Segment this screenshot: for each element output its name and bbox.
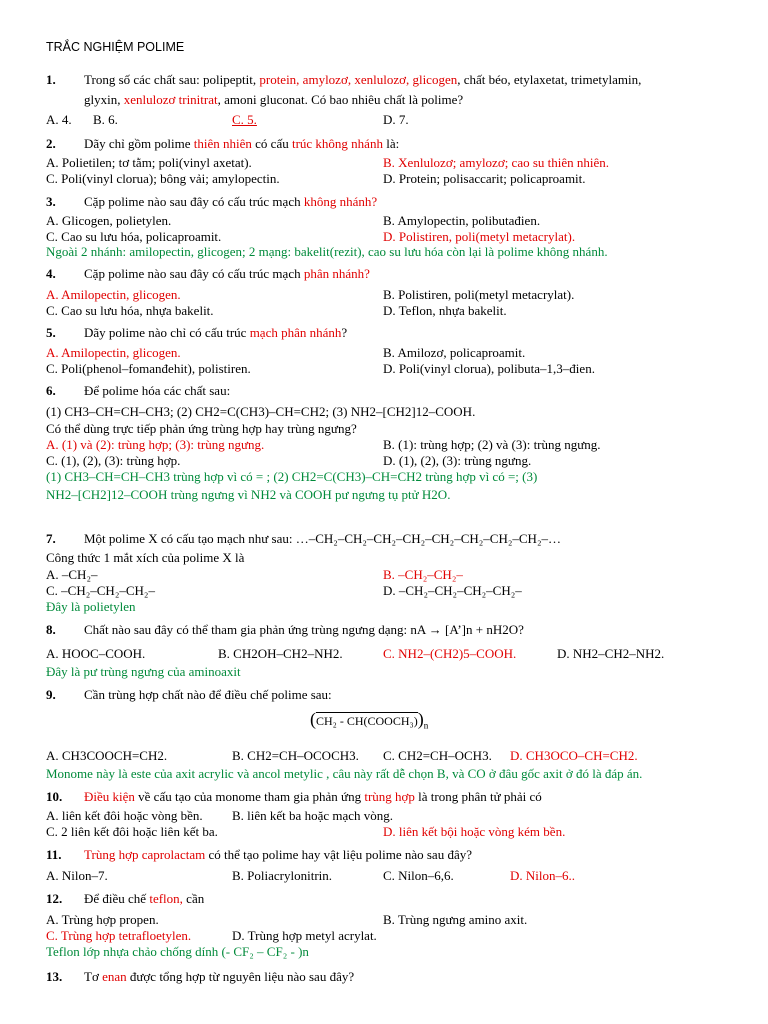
question-number: 5. bbox=[46, 325, 56, 340]
option-b: B. –CH₂–CH₂– bbox=[383, 567, 463, 582]
answer-note-cont: NH2–[CH2]12–COOH trùng ngưng vì NH2 và COOH pư ngưng tụ ptử H2O. bbox=[46, 487, 451, 502]
question-12 bbox=[46, 891, 204, 907]
question-number: 13. bbox=[46, 969, 63, 984]
question-number: 12. bbox=[46, 891, 63, 906]
formula-text: CH₂ - CH(COOCH₃) bbox=[316, 714, 418, 728]
option-a: A. Amilopectin, glicogen. bbox=[46, 345, 181, 360]
option-b: B. Amylopectin, polibutađien. bbox=[383, 213, 541, 228]
question-8 bbox=[46, 622, 524, 638]
question-6-prompt: Có thể dùng trực tiếp phản ứng trùng hợp hay trùng ngưng? bbox=[46, 421, 357, 436]
question-11 bbox=[46, 847, 472, 863]
option-d: D. CH3OCO–CH=CH2. bbox=[510, 748, 638, 763]
question-7 bbox=[46, 531, 561, 547]
question-3 bbox=[46, 194, 377, 210]
question-number: 2. bbox=[46, 136, 56, 151]
answer-note: Teflon lớp nhựa chảo chống dính (- CF₂ – CF₂ - )n bbox=[46, 944, 309, 959]
question-text: Cần trùng hợp chất nào để điều chế polime sau: bbox=[84, 687, 332, 702]
question-number: 3. bbox=[46, 194, 56, 209]
option-d: D. Nilon–6.. bbox=[510, 868, 575, 883]
question-number: 10. bbox=[46, 789, 63, 804]
option-b: B. Poliacrylonitrin. bbox=[232, 868, 333, 883]
question-number: 4. bbox=[46, 266, 56, 281]
option-d: D. Protein; polisaccarit; policaproamit. bbox=[383, 171, 586, 186]
highlight-text: enan bbox=[102, 969, 127, 984]
question-6-substances: (1) CH3–CH=CH–CH3; (2) CH2=C(CH3)–CH=CH2; (3) NH2–[CH2]12–COOH. bbox=[46, 404, 476, 419]
question-text: có thể tạo polime hay vật liệu polime nào sau đây? bbox=[205, 847, 472, 862]
highlight-text: xenlulozơ trinitrat bbox=[123, 92, 218, 107]
option-b: B. Polistiren, poli(metyl metacrylat). bbox=[383, 287, 575, 302]
question-text: Để điều chế bbox=[84, 891, 150, 906]
question-number: 11. bbox=[46, 847, 62, 862]
question-9 bbox=[46, 687, 332, 703]
option-c: C. Trùng hợp tetrafloetylen. bbox=[46, 928, 192, 943]
question-text: Trong số các chất sau: polipeptit, bbox=[84, 72, 260, 87]
question-text: là trong phân tử phải có bbox=[414, 789, 542, 804]
question-13 bbox=[46, 969, 354, 985]
highlight-text: thiên nhiên bbox=[193, 136, 252, 151]
question-number: 1. bbox=[46, 72, 56, 87]
question-text: Cặp polime nào sau đây có cấu trúc mạch bbox=[84, 266, 304, 281]
question-text: Dãy polime nào chỉ có cấu trúc bbox=[84, 325, 250, 340]
option-a: A. –CH₂– bbox=[46, 567, 98, 582]
highlight-text: teflon, bbox=[149, 891, 183, 906]
option-b: B. Amilozơ, policaproamit. bbox=[383, 345, 526, 360]
highlight-text: trùng hợp bbox=[364, 789, 415, 804]
option-b: B. CH2=CH–OCOCH3. bbox=[232, 748, 359, 763]
answer-note: Ngoài 2 nhánh: amilopectin, glicogen; 2 mạng: bakelit(rezit), cao su lưu hóa còn lại là polime không nhánh. bbox=[46, 244, 608, 259]
option-b: B. Trùng ngưng amino axit. bbox=[383, 912, 528, 927]
option-d: D. (1), (2), (3): trùng ngưng. bbox=[383, 453, 532, 468]
option-b: B. 6. bbox=[93, 112, 118, 127]
option-d: D. Trùng hợp metyl acrylat. bbox=[232, 928, 377, 943]
option-b: B. CH2OH–CH2–NH2. bbox=[218, 646, 343, 661]
question-text: ? bbox=[341, 325, 348, 340]
option-c: C. 2 liên kết đôi hoặc liên kết ba. bbox=[46, 824, 218, 839]
question-text: Dãy chỉ gồm polime bbox=[84, 136, 194, 151]
option-a: A. 4. bbox=[46, 112, 72, 127]
question-number: 7. bbox=[46, 531, 56, 546]
answer-note: Đây là polietylen bbox=[46, 599, 136, 614]
option-c: C. –CH₂–CH₂–CH₂– bbox=[46, 583, 155, 598]
option-c: C. CH2=CH–OCH3. bbox=[383, 748, 492, 763]
answer-note: (1) CH3–CH=CH–CH3 trùng hợp vì có = ; (2) CH2=C(CH3)–CH=CH2 trùng hợp vì có =; (3) bbox=[46, 469, 538, 484]
question-text: Tơ bbox=[84, 969, 103, 984]
answer-note: Monome này là este của axit acrylic và ancol metylic , câu này rất dễ chọn B, và CO ở đâu gốc axit ở đó là đáp án. bbox=[46, 766, 643, 781]
question-text: cần bbox=[182, 891, 205, 906]
option-a: A. Nilon–7. bbox=[46, 868, 108, 883]
option-a: A. (1) và (2): trùng hợp; (3): trùng ngưng. bbox=[46, 437, 265, 452]
option-d: D. Polistiren, poli(metyl metacrylat). bbox=[383, 229, 576, 244]
option-c: C. Poli(phenol–fomanđehit), polistiren. bbox=[46, 361, 251, 376]
option-a-text: A. liên kết đôi hoặc vòng bền. bbox=[46, 808, 203, 823]
option-c: C. (1), (2), (3): trùng hợp. bbox=[46, 453, 181, 468]
option-c: C. Cao su lưu hóa, policaproamit. bbox=[46, 229, 222, 244]
option-d: D. –CH₂–CH₂–CH₂–CH₂– bbox=[383, 583, 522, 598]
option-a: A. Amilopectin, glicogen. bbox=[46, 287, 181, 302]
option-d: D. liên kết bội hoặc vòng kém bền. bbox=[383, 824, 566, 839]
option-d: D. Teflon, nhựa bakelit. bbox=[383, 303, 507, 318]
question-7-prompt: Công thức 1 mắt xích của polime X là bbox=[46, 550, 245, 565]
highlight-text: mạch phân nhánh bbox=[249, 325, 342, 340]
option-a bbox=[46, 808, 203, 824]
option-d: D. NH2–CH2–NH2. bbox=[557, 646, 665, 661]
option-b: B. (1): trùng hợp; (2) và (3): trùng ngưng. bbox=[383, 437, 601, 452]
question-1 bbox=[46, 72, 641, 88]
polymer-formula: $(CH_2 - CH(COOCH_3))_n$ bbox=[310, 709, 429, 731]
highlight-text: trúc không nhánh bbox=[291, 136, 383, 151]
question-text: về cấu tạo của monome tham gia phản ứng bbox=[134, 789, 365, 804]
question-text: Một polime X có cấu tạo mạch như sau: …–CH₂–CH₂–CH₂–CH₂–CH₂–CH₂–CH₂–CH₂–… bbox=[84, 531, 561, 546]
question-text: được tổng hợp từ nguyên liệu nào sau đây? bbox=[126, 969, 355, 984]
answer-note: Đây là pư trùng ngưng của aminoaxit bbox=[46, 664, 241, 679]
formula-subscript: n bbox=[423, 720, 429, 731]
question-text: là: bbox=[382, 136, 400, 151]
question-6 bbox=[46, 383, 230, 399]
question-number: 8. bbox=[46, 622, 56, 637]
question-text: Chất nào sau đây có thể tham gia phản ứng trùng ngưng dạng: nA → [A’]n + nH2O? bbox=[84, 622, 524, 637]
question-number: 9. bbox=[46, 687, 56, 702]
question-number: 6. bbox=[46, 383, 56, 398]
option-a: A. HOOC–COOH. bbox=[46, 646, 146, 661]
option-c: C. NH2–(CH2)5–COOH. bbox=[383, 646, 517, 661]
question-text: , chất béo, etylaxetat, trimetylamin, bbox=[457, 72, 642, 87]
question-5 bbox=[46, 325, 347, 341]
option-c: C. Nilon–6,6. bbox=[383, 868, 454, 883]
question-2 bbox=[46, 136, 399, 152]
option-c: C. Cao su lưu hóa, nhựa bakelit. bbox=[46, 303, 214, 318]
option-d: D. Poli(vinyl clorua), polibuta–1,3–đien. bbox=[383, 361, 595, 376]
question-text: có cấu bbox=[251, 136, 292, 151]
highlight-text: protein, amylozơ, xenlulozơ, glicogen bbox=[259, 72, 458, 87]
question-text: , amoni gluconat. Có bao nhiêu chất là polime? bbox=[217, 92, 464, 107]
option-d: D. 7. bbox=[383, 112, 409, 127]
question-text: Cặp polime nào sau đây có cấu trúc mạch bbox=[84, 194, 304, 209]
option-b: B. liên kết ba hoặc mạch vòng. bbox=[232, 808, 394, 823]
question-10 bbox=[46, 789, 542, 805]
page-title: TRẮC NGHIỆM POLIME bbox=[46, 40, 185, 54]
question-4 bbox=[46, 266, 370, 282]
option-c: C. Poli(vinyl clorua); bông vải; amylopectin. bbox=[46, 171, 280, 186]
option-a: A. Glicogen, polietylen. bbox=[46, 213, 172, 228]
question-text: Để polime hóa các chất sau: bbox=[84, 383, 231, 398]
option-b: B. Xenlulozơ; amylozơ; cao su thiên nhiên. bbox=[383, 155, 610, 170]
highlight-text: Điều kiện bbox=[84, 789, 135, 804]
option-a: A. CH3COOCH=CH2. bbox=[46, 748, 168, 763]
question-text: glyxin, bbox=[84, 92, 124, 107]
option-a: A. Polietilen; tơ tằm; poli(vinyl axetat). bbox=[46, 155, 252, 170]
highlight-text: không nhánh? bbox=[303, 194, 378, 209]
question-1-cont bbox=[46, 92, 463, 108]
option-c: C. 5. bbox=[232, 112, 257, 127]
highlight-text: Trùng hợp caprolactam bbox=[84, 847, 206, 862]
option-a: A. Trùng hợp propen. bbox=[46, 912, 159, 927]
highlight-text: phân nhánh? bbox=[303, 266, 370, 281]
